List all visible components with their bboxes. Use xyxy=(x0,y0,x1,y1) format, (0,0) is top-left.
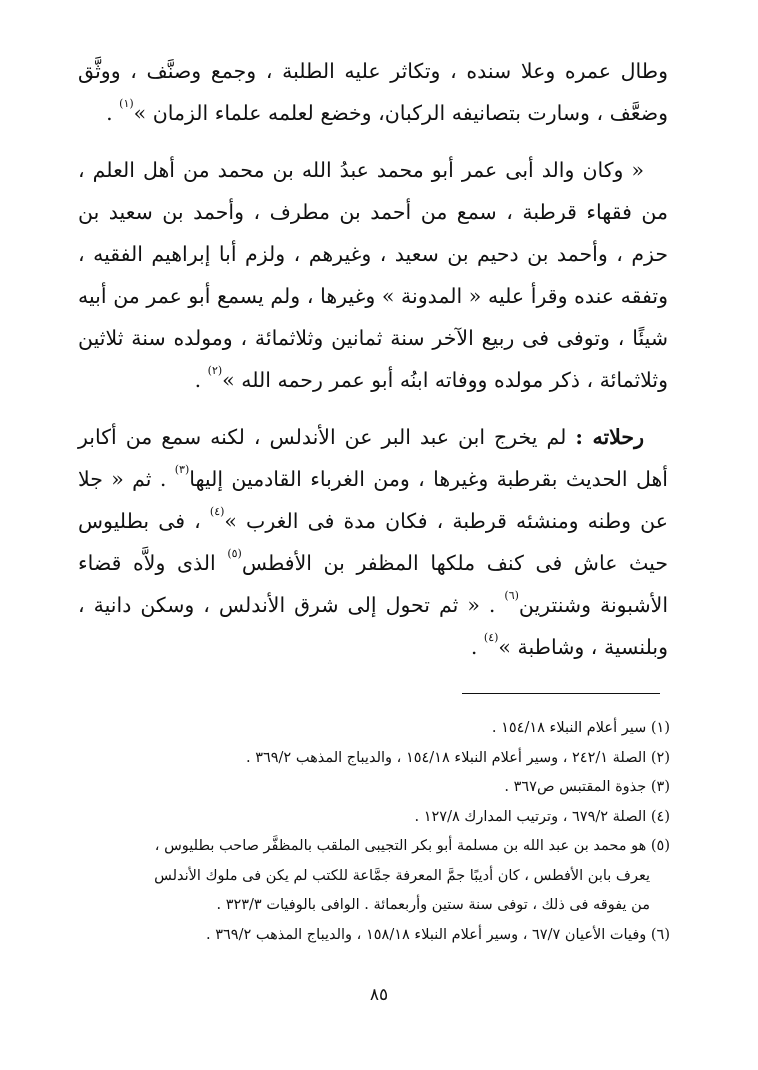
footnote-ref-6: (٦) xyxy=(504,589,519,602)
footnote-ref-5: (٥) xyxy=(227,547,242,560)
paragraph-3-text-e: . « ثم تحول إلى شرق الأندلس ، وسكن دانية ، وبلنسية ، وشاطبة » xyxy=(78,593,668,659)
footnote-5: (٥) هو محمد بن عبد الله بن مسلمة أبو بكر التجيبى الملقب بالمظفَّر صاحب بطليوس ، xyxy=(154,838,670,854)
footnote-2: (٢) الصلة ٢٤٢/١ ، وسير أعلام النبلاء ١٥٤/١٨ ، والديباج المذهب ٣٦٩/٢ . xyxy=(245,749,670,766)
footnotes xyxy=(82,714,670,950)
paragraph-2-text: « وكان والد أبى عمر أبو محمد عبدُ الله بن محمد من أهل العلم ، من فقهاء قرطبة ، سمع من أحمد بن مطرف ، وأحمد بن سعيد بن حزم ، وأحمد بن دحيم بن سعيد ، وغيرهم ، ولزم أبا إبراهيم الفقيه ، وتفقه عنده وقرأ عليه « المدونة » وغيرها ، ولم يسمع أبو عمر من أبيه شيئًا ، وتوفى فى ربيع الآخر سنة ثمانين وثلاثمائة ، ومولده سنة ثلاثين وثلاثمائة ، ذكر مولده ووفاته ابنُه أبو عمر رحمه الله » xyxy=(78,158,668,392)
paragraph-3 xyxy=(78,416,668,668)
footnote-separator xyxy=(462,693,660,694)
footnote-5-line-3: من يفوقه فى ذلك ، توفى سنة ستين وأربعمائة . الوافى بالوفيات ٣٢٣/٣ . xyxy=(216,897,650,913)
footnote-ref-2: (٢) xyxy=(207,364,223,377)
paragraph-3-text-a: لم يخرج ابن عبد البر عن الأندلس ، لكنه سمع من أكابر أهل الحديث بقرطبة وغيرها ، ومن الغرباء القادمين إليها xyxy=(78,425,668,491)
page-number: ٨٥ xyxy=(369,985,389,1005)
paragraph-1-text: وطال عمره وعلا سنده ، وتكاثر عليه الطلبة ، وجمع وصنَّف ، ووثَّق وضعَّف ، وسارت بتصانيفه الركبان، وخضع لعلمه علماء الزمان » xyxy=(78,59,668,125)
paragraph-3-text-c: ، فى بطليوس حيث عاش فى كنف ملكها المظفر بن الأفطس xyxy=(78,509,669,575)
footnote-4: (٤) الصلة ٦٧٩/٢ ، وترتيب المدارك ١٢٧/٨ . xyxy=(414,808,670,825)
footnote-5-line-2: يعرف بابن الأفطس ، كان أديبًا جمَّ المعرفة جمَّاعة للكتب لم يكن فى ملوك الأندلس xyxy=(154,867,650,884)
paragraph-1-end: . xyxy=(106,101,120,125)
footnote-3: (٣) جذوة المقتبس ص٣٦٧ . xyxy=(504,779,670,795)
paragraph-1 xyxy=(78,50,668,134)
paragraph-2-end: . xyxy=(194,368,208,392)
footnote-ref-1: (١) xyxy=(119,97,134,110)
footnote-6: (٦) وفيات الأعيان ٦٧/٧ ، وسير أعلام النبلاء ١٥٨/١٨ ، والديباج المذهب ٣٦٩/٢ . xyxy=(205,926,670,943)
paragraph-3-end: . xyxy=(470,635,484,659)
main-text xyxy=(78,50,668,668)
paragraph-3-text-b: . ثم « جلا عن وطنه ومنشئه قرطبة ، فكان مدة فى الغرب » xyxy=(78,467,668,533)
footnote-1: (١) سير أعلام النبلاء ١٥٤/١٨ . xyxy=(491,720,670,736)
footnote-ref-4b: (٤) xyxy=(483,631,499,644)
footnote-ref-4: (٤) xyxy=(209,505,225,518)
paragraph-2 xyxy=(78,149,668,401)
footnote-ref-3: (٣) xyxy=(174,463,190,476)
paragraph-3-text-d: الذى ولاَّه قضاء الأشبونة وشنترين xyxy=(78,551,669,617)
section-heading-travels: رحلاته : xyxy=(575,425,644,449)
